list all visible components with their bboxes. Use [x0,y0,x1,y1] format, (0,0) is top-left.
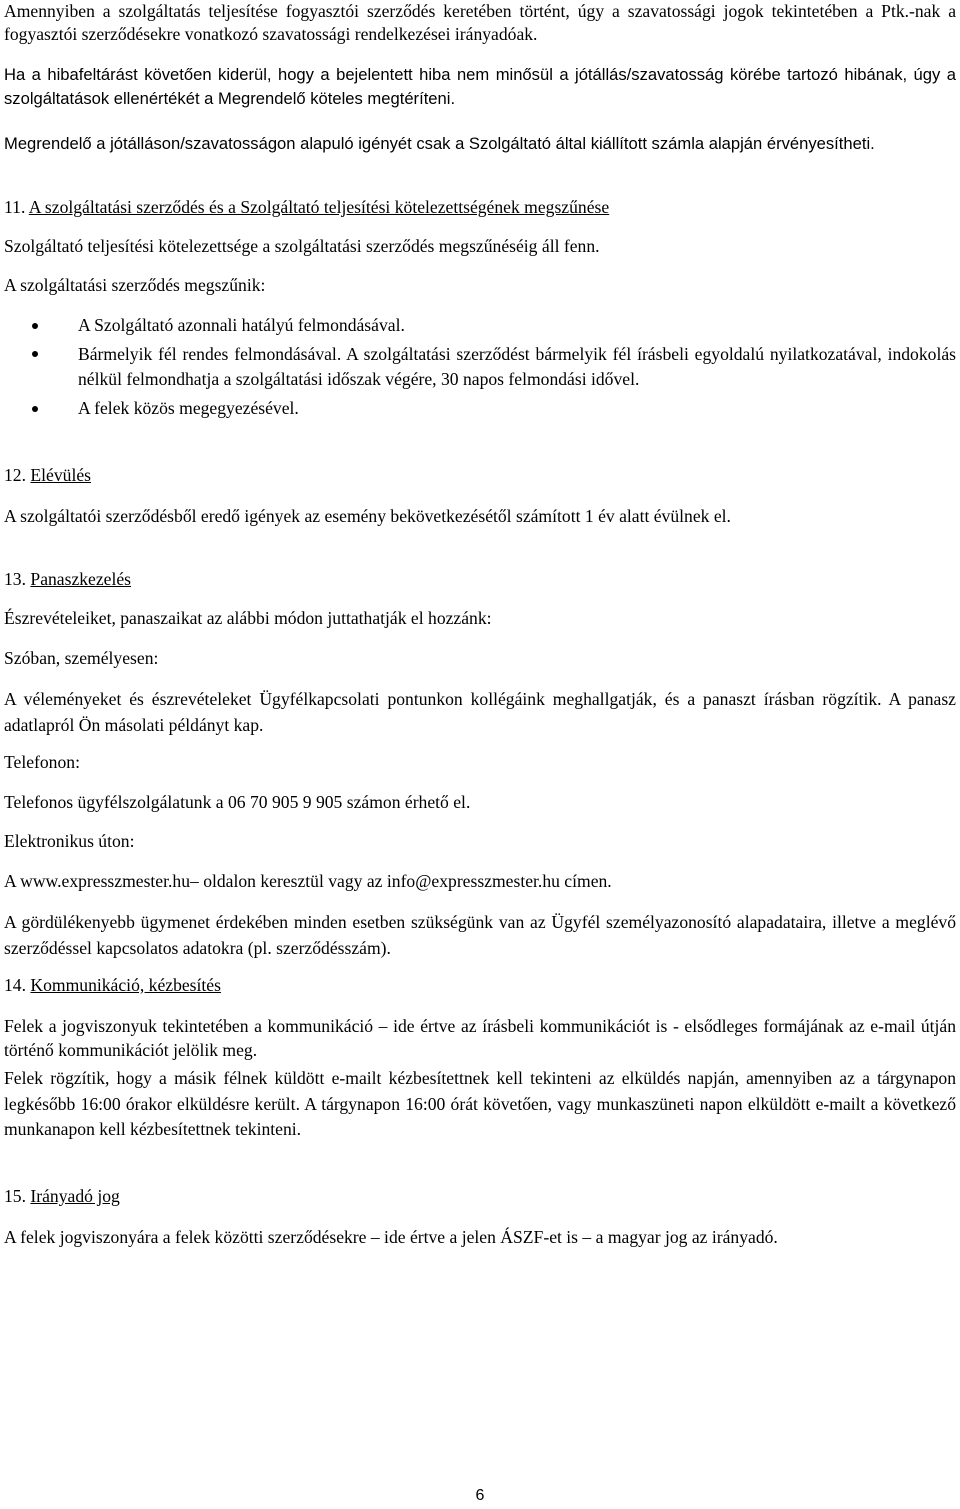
section-number: 13. [4,569,26,589]
paragraph-s13-c: A véleményeket és észrevételeket Ügyfélkapcsolati pontunkon kollégáink meghallgatják, és a panaszt írásban rögzítik. A panasz adatlapról Ön másolati példányt kap. [4,689,956,735]
section-12-heading [4,464,956,487]
section-number: 11. [4,197,26,217]
list-item: Bármelyik fél rendes felmondásával. A szolgáltatási szerződést bármelyik fél írásbeli egyoldalú nyilatkozatával, indokolás nélkül felmondhatja a szolgáltatási időszak végére, 30 napos felmondási idővel. [4,342,956,392]
section-13-heading [4,568,956,591]
paragraph-intro: Amennyiben a szolgáltatás teljesítése fogyasztói szerződés keretében történt, úgy a szavatossági jogok tekintetében a Ptk.-nak a fogyasztói szerződésekre vonatkozó szavatossági rendelkezései irányadóak. [4,1,956,45]
section-title: Irányadó jog [30,1186,120,1206]
section-15-heading [4,1185,956,1208]
paragraph-s11-b: A szolgáltatási szerződés megszűnik: [4,275,266,295]
paragraph-s11-a: Szolgáltató teljesítési kötelezettsége a szolgáltatási szerződés megszűnéséig áll fenn. [4,236,600,256]
paragraph-megrendelo: Megrendelő a jótálláson/szavatosságon alapuló igényét csak a Szolgáltató által kiállított számla alapján érvényesítheti. [4,134,875,153]
paragraph-s13-g: A www.expresszmester.hu– oldalon keresztül vagy az info@expresszmester.hu címen. [4,871,612,891]
paragraph-s13-e: Telefonos ügyfélszolgálatunk a 06 70 905 9 905 számon érhető el. [4,792,471,812]
section-number: 15. [4,1186,26,1206]
paragraph-s14-a: Felek a jogviszonyuk tekintetében a kommunikáció – ide értve az írásbeli kommunikációt is - elsődleges formájának az e-mail útján történő kommunikációt jelölik meg. [4,1016,956,1060]
paragraph-s14-b: Felek rögzítik, hogy a másik félnek küldött e-mailt kézbesítettnek kell tekinteni az elküldés napján, amennyiben az a tárgynapon legkésőbb 16:00 órakor elküldésre került. A tárgynapon 16:00 órát követően, vagy munkaszüneti napon elküldött e-mailt a következő munkanapon kell kézbesítettnek tekinteni. [4,1068,956,1139]
paragraph-hiba: Ha a hibafeltárást követően kiderül, hogy a bejelentett hiba nem minősül a jótállás/szavatosság körébe tartozó hibának, úgy a szolgáltatások ellenértékét a Megrendelő köteles megtéríteni. [4,65,956,108]
section-title: Kommunikáció, kézbesítés [30,975,221,995]
bullet-icon [32,351,38,357]
section-14-heading [4,974,956,997]
paragraph-s13-f: Elektronikus úton: [4,831,135,851]
section-number: 12. [4,465,26,485]
termination-list [4,314,956,420]
section-title: Elévülés [30,465,91,485]
page-number: 6 [475,1487,485,1504]
list-item: A felek közös megegyezésével. [4,397,956,420]
bullet-icon [32,406,38,412]
section-title: Panaszkezelés [30,569,132,589]
paragraph-s15: A felek jogviszonyára a felek közötti szerződésekre – ide értve a jelen ÁSZF-et is – a magyar jog az irányadó. [4,1227,778,1247]
paragraph-s13-b: Szóban, személyesen: [4,648,159,668]
bullet-icon [32,323,38,329]
paragraph-s12: A szolgáltatói szerződésből eredő igények az esemény bekövetkezésétől számított 1 év alatt évülnek el. [4,506,731,526]
list-item: A Szolgáltató azonnali hatályú felmondásával. [4,314,956,337]
section-number: 14. [4,975,26,995]
paragraph-s13-h: A gördülékenyebb ügymenet érdekében minden esetben szükségünk van az Ügyfél személyazonosító alapadataira, illetve a meglévő szerződéssel kapcsolatos adatokra (pl. szerződésszám). [4,912,956,958]
section-11-heading [4,196,956,219]
paragraph-s13-d: Telefonon: [4,752,80,772]
paragraph-s13-a: Észrevételeiket, panaszaikat az alábbi módon juttathatják el hozzánk: [4,608,492,628]
section-title: A szolgáltatási szerződés és a Szolgáltató teljesítési kötelezettségének megszűnése [28,197,610,217]
